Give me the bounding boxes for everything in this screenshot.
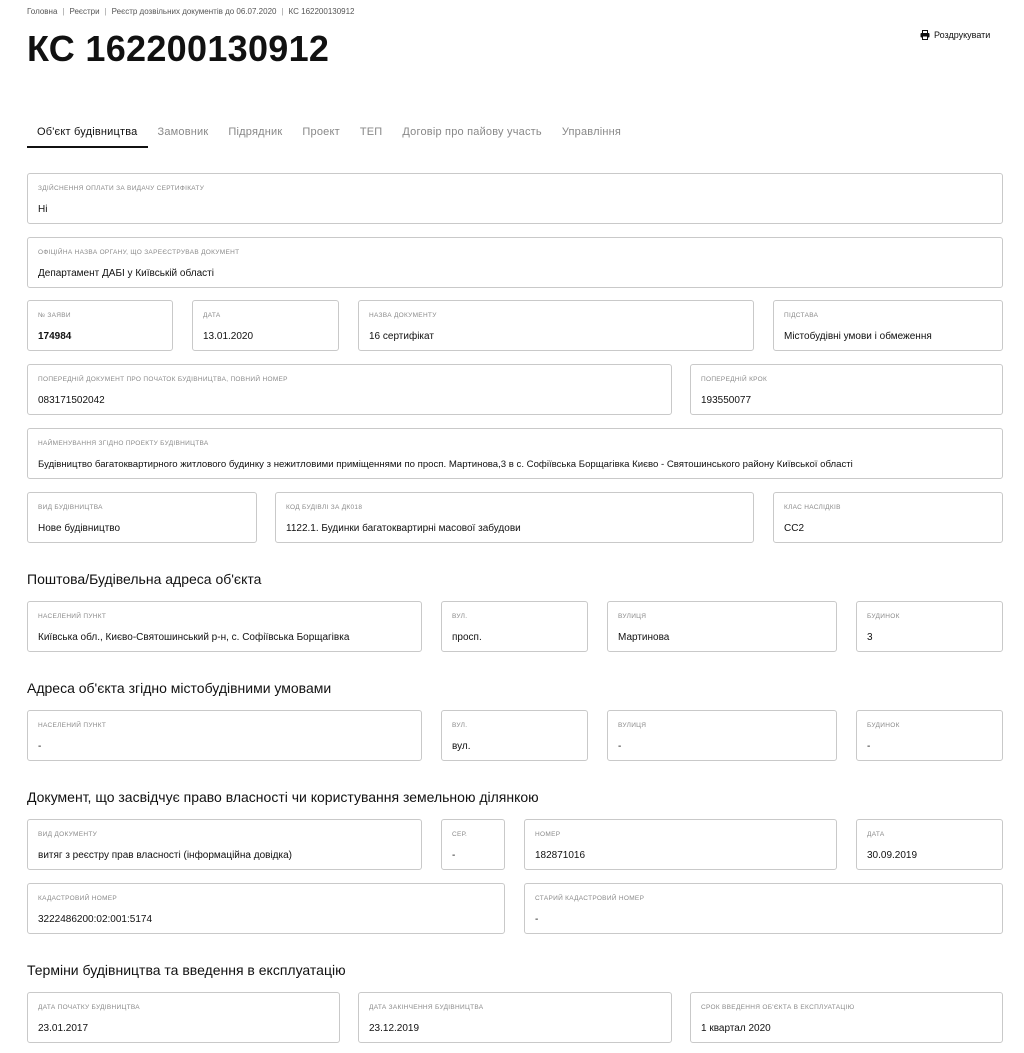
field-label: ВИД ДОКУМЕНТУ — [38, 831, 98, 838]
field-value: 083171502042 — [38, 395, 105, 406]
field-postal-street — [607, 601, 837, 652]
field-basis — [773, 300, 1003, 351]
field-label: БУДИНОК — [867, 722, 900, 729]
field-label: НАСЕЛЕНИЙ ПУНКТ — [38, 613, 107, 620]
field-planning-street-type — [441, 710, 588, 761]
tab-bar — [27, 122, 631, 148]
field-label: ВУЛИЦЯ — [618, 722, 647, 729]
field-planning-settlement — [27, 710, 422, 761]
field-commissioning-term — [690, 992, 1003, 1043]
breadcrumb-separator: | — [62, 7, 65, 16]
field-label: ВИД БУДІВНИЦТВА — [38, 504, 103, 511]
breadcrumb — [27, 7, 355, 16]
field-label: ВУЛ. — [452, 722, 468, 729]
field-old-cadastral-number — [524, 883, 1003, 934]
breadcrumb-home[interactable]: Головна — [27, 7, 58, 16]
field-label: ДАТА ЗАКІНЧЕННЯ БУДІВНИЦТВА — [369, 1004, 484, 1011]
field-label: ЗДІЙСНЕННЯ ОПЛАТИ ЗА ВИДАЧУ СЕРТИФІКАТУ — [38, 185, 205, 192]
breadcrumb-current: КС 162200130912 — [288, 7, 355, 16]
field-value: 30.09.2019 — [867, 850, 918, 861]
field-postal-building — [856, 601, 1003, 652]
field-label: КЛАС НАСЛІДКІВ — [784, 504, 841, 511]
field-value: - — [452, 850, 456, 861]
field-value: 16 сертифікат — [369, 331, 434, 342]
field-value: СС2 — [784, 523, 805, 534]
field-value: просп. — [452, 632, 482, 643]
field-value: 193550077 — [701, 395, 752, 406]
field-value: витяг з реєстру прав власності (інформаційна довідка) — [38, 850, 292, 861]
field-document-name — [358, 300, 754, 351]
field-value: 1122.1. Будинки багатоквартирні масової забудови — [286, 523, 521, 534]
field-value: Нове будівництво — [38, 523, 121, 534]
field-value: 13.01.2020 — [203, 331, 254, 342]
field-label: СТАРИЙ КАДАСТРОВИЙ НОМЕР — [535, 895, 645, 902]
field-label: НАЗВА ДОКУМЕНТУ — [369, 312, 437, 319]
field-value: Ні — [38, 204, 48, 215]
field-value: вул. — [452, 741, 471, 752]
field-land-doc-type — [27, 819, 422, 870]
field-postal-settlement — [27, 601, 422, 652]
field-cadastral-number — [27, 883, 505, 934]
field-label: КОД БУДІВЛІ ЗА ДК018 — [286, 504, 363, 511]
field-label: ДАТА — [203, 312, 221, 319]
field-previous-step — [690, 364, 1003, 415]
field-label: СРОК ВВЕДЕННЯ ОБ'ЄКТА В ЕКСПЛУАТАЦІЮ — [701, 1004, 855, 1011]
field-label: КАДАСТРОВИЙ НОМЕР — [38, 895, 118, 902]
breadcrumb-registries[interactable]: Реєстри — [69, 7, 100, 16]
field-value: 3222486200:02:001:5174 — [38, 914, 153, 925]
tab-tep[interactable]: ТЕП — [359, 126, 383, 138]
tab-customer[interactable]: Замовник — [157, 126, 209, 138]
tab-project[interactable]: Проект — [302, 126, 340, 138]
tab-equity-agreement[interactable]: Договір про пайову участь — [402, 126, 542, 138]
section-title-postal-address: Поштова/Будівельна адреса об'єкта — [27, 571, 262, 587]
field-construction-start — [27, 992, 340, 1043]
tab-contractor[interactable]: Підрядник — [228, 126, 283, 138]
field-construction-type — [27, 492, 257, 543]
field-label: № ЗАЯВИ — [38, 312, 71, 319]
field-value: Київська обл., Києво-Святошинський р-н, с. Софіївська Борщагівка — [38, 632, 350, 643]
printer-icon — [920, 30, 930, 40]
field-value: 3 — [867, 632, 873, 643]
field-land-date — [856, 819, 1003, 870]
field-label: ПОПЕРЕДНІЙ ДОКУМЕНТ ПРО ПОЧАТОК БУДІВНИЦТВА, ПОВНИЙ НОМЕР — [38, 376, 288, 383]
field-value: 23.12.2019 — [369, 1023, 420, 1034]
section-title-terms: Терміни будівництва та введення в експлуатацію — [27, 962, 346, 978]
field-value: 1 квартал 2020 — [701, 1023, 771, 1034]
field-value: Будівництво багатоквартирного житлового будинку з нежитловими приміщеннями по просп. Мартинова,3 в с. Софіївська Борщагівка Києво - Святошинського району Київської області — [38, 459, 853, 470]
breadcrumb-registry[interactable]: Реєстр дозвільних документів до 06.07.2020 — [111, 7, 277, 16]
field-consequence-class — [773, 492, 1003, 543]
tab-construction-object[interactable]: Об'єкт будівництва — [27, 122, 148, 148]
field-label: НОМЕР — [535, 831, 561, 838]
print-label: Роздрукувати — [934, 30, 991, 40]
field-project-name — [27, 428, 1003, 479]
field-planning-building — [856, 710, 1003, 761]
page-title: КС 162200130912 — [27, 28, 330, 69]
breadcrumb-separator: | — [104, 7, 107, 16]
print-button[interactable] — [920, 30, 990, 40]
field-label: БУДИНОК — [867, 613, 900, 620]
field-previous-document — [27, 364, 672, 415]
tab-management[interactable]: Управління — [561, 126, 622, 138]
field-label: ПІДСТАВА — [784, 312, 819, 319]
field-label: ОФІЦІЙНА НАЗВА ОРГАНУ, ЩО ЗАРЕЄСТРУВАВ ДОКУМЕНТ — [38, 249, 240, 256]
field-label: СЕР. — [452, 831, 468, 838]
field-value: - — [867, 741, 871, 752]
field-value: Департамент ДАБІ у Київській області — [38, 268, 214, 279]
field-value: 182871016 — [535, 850, 586, 861]
field-label: ВУЛИЦЯ — [618, 613, 647, 620]
section-title-land-document: Документ, що засвідчує право власності чи користування земельною ділянкою — [27, 789, 539, 805]
field-value: 174984 — [38, 331, 72, 342]
field-postal-street-type — [441, 601, 588, 652]
field-planning-street — [607, 710, 837, 761]
field-label: НАЙМЕНУВАННЯ ЗГІДНО ПРОЕКТУ БУДІВНИЦТВА — [38, 440, 209, 447]
field-value: Містобудівні умови і обмеження — [784, 331, 932, 342]
field-land-number — [524, 819, 837, 870]
field-label: НАСЕЛЕНИЙ ПУНКТ — [38, 722, 107, 729]
field-dk-code — [275, 492, 754, 543]
field-date — [192, 300, 339, 351]
field-label: ВУЛ. — [452, 613, 468, 620]
field-label: ПОПЕРЕДНІЙ КРОК — [701, 376, 768, 383]
field-value: - — [38, 741, 42, 752]
field-label: ДАТА ПОЧАТКУ БУДІВНИЦТВА — [38, 1004, 140, 1011]
field-land-series — [441, 819, 505, 870]
section-title-planning-address: Адреса об'єкта згідно містобудівними умовами — [27, 680, 332, 696]
field-construction-end — [358, 992, 672, 1043]
breadcrumb-separator: | — [281, 7, 284, 16]
field-value: - — [618, 741, 622, 752]
field-value: - — [535, 914, 539, 925]
field-application-number — [27, 300, 173, 351]
field-authority — [27, 237, 1003, 288]
field-payment — [27, 173, 1003, 224]
field-value: Мартинова — [618, 632, 670, 643]
field-label: ДАТА — [867, 831, 885, 838]
field-value: 23.01.2017 — [38, 1023, 89, 1034]
